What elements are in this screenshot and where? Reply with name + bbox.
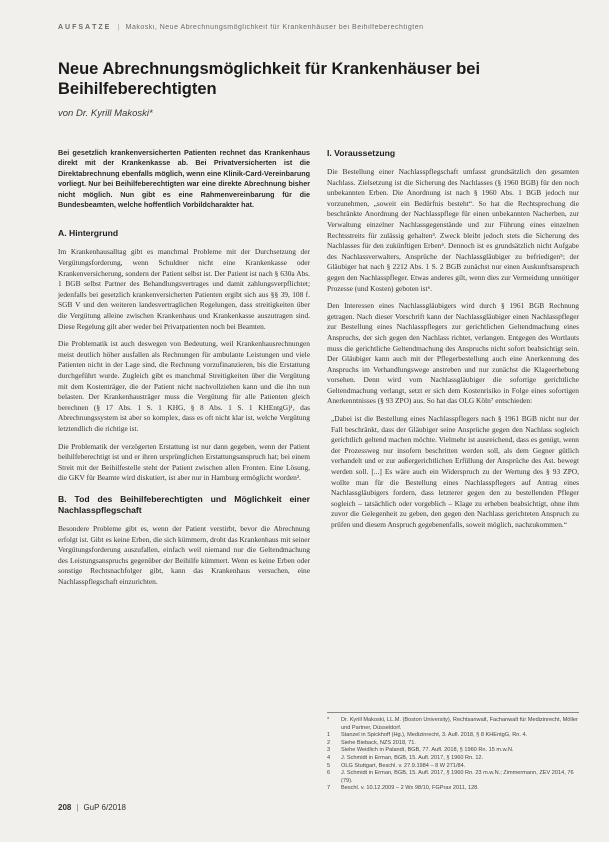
footnote: [327, 770, 579, 785]
section-heading-b: B. Tod des Beihilfeberechtigten und Möglichkeit einer Nachlasspflegschaft: [58, 493, 310, 515]
journal-issue: GuP 6/2018: [83, 803, 126, 812]
footer-divider: |: [76, 803, 79, 812]
footnote-number: 5: [327, 762, 331, 769]
article-byline: von Dr. Kyrill Makoski*: [58, 108, 153, 119]
footnote-number: 3: [327, 747, 331, 754]
left-column: [58, 148, 310, 594]
footnote: [327, 755, 579, 763]
footnote: [327, 747, 579, 755]
section-heading-i: I. Voraussetzung: [327, 148, 396, 158]
body-paragraph: Die Bestellung einer Nachlasspflegschaft umfasst grundsätzlich den gesamten Nachlass. Zielsetzung ist die Sicherung des Nachlasses (§ 1960 BGB) für den noch unbekannten Erben. Die Anordnung ist nach § 1960 Abs. 1 BGB jedoch nur vorzunehmen, „soweit ein Bedürfnis besteht“. So hat die Rechtsprechung die beschränkte Anordnung der Nachlasspflege für einen unbekannten Nacherben, zur Verwaltung einzelner Nachlassgegenstände und zur Führung eines einzelnen Rechtsstreits für zulässig gehalten³. Zweck bleibt jedoch stets die Sicherung des Nachlasses für den zukünftigen Erben⁴. Dennoch ist es grundsätzlich nicht Aufgabe des Nachlassverwalters, Ansprüche der Nachlassgläubiger zu befriedigen⁵; der Gläubiger hat nach § 2212 Abs. 1 S. 2 BGB zunächst nur einen Auskunftsanspruch gegen den Nachlasspfleger. Etwas anderes gilt, wenn dies zur Vermeidung unnötiger Prozesse (und Kosten) geboten ist⁶.: [327, 167, 579, 293]
body-paragraph: Besondere Probleme gibt es, wenn der Patient verstirbt, bevor die Abrechnung erfolgt ist. Gibt es keine Erben, die sich kümmern, droht das Krankenhaus mit seiner Vergütungsforderung auszufallen, einfach weil niemand nur die Geltendmachung des Leistungsanspruchs gegenüber der Beihilfe kümmert. Wenn es keine Erben oder sonstige Rechtsnachfolger gibt, kann das Krankenhaus versuchen, eine Nachlasspflegschaft einzurichten.: [58, 523, 310, 586]
block-quote: „Dabei ist die Bestellung eines Nachlasspflegers nach § 1961 BGB nicht nur der Fall beschränkt, dass der Gläubiger seine Ansprüche gegen den Nachlass sogleich gerichtlich geltend machen möchte. Vielmehr ist ausreichend, dass es genügt, wenn der Prozessweg nur insofern beschritten werden soll, als dem Gegner gütlich verhandelt und er zur außergerichtlichen Erfüllung der Ansprüche des Ast. bewegt werden soll. [...] Es wäre auch ein Widerspruch zu der Wertung des § 93 ZPO, wollte man für die Bestellung eines Nachlasspflegers auf Antrag eines Nachlassgläubigers fordern, dass letzterer gegen den zu bestellenden Pfleger sogleich – tatsächlich oder vorgeblich – Klage zu erheben beabsichtigt, ohne ihm zuvor die Gelegenheit zu geben, den gegen den Nachlass gerichteten Anspruch zu prüfen und diesem Anspruch gegebenenfalls, soweit möglich, nachzukommen.“: [331, 414, 579, 529]
footnote-text: J. Schmidt in Erman, BGB, 15. Aufl. 2017, § 1960 Rn. 12.: [341, 754, 484, 761]
body-paragraph: Die Problematik der verzögerten Erstattung ist nur dann gegeben, wenn der Patient beihilfeberechtigt ist und er ihren ursprünglichen Erstattungsanspruch hat; bei einem Streit mit der Beihilfestelle steht der Patient zwischen allen Fronten. Eine Lösung, die GKV für Beamte wird diskutiert, ist aber nur in Hamburg ermöglicht worden².: [58, 441, 310, 483]
footnote-text: Siehe Bieback, NZS 2018, 71.: [341, 739, 416, 746]
footnote: [327, 785, 579, 793]
running-head: [58, 24, 578, 31]
footnote-text: Dr. Kyrill Makoski, LL.M. (Boston University), Rechtsanwalt, Fachanwalt für Medizinrecht, Möller und Partner, Düsseldorf.: [341, 717, 578, 731]
footnote-text: OLG Stuttgart, Beschl. v. 27.9.1984 – 8 W 271/84.: [341, 762, 466, 769]
body-paragraph: Den Interessen eines Nachlassgläubigers wird durch § 1961 BGB Rechnung getragen. Nach dieser Vorschrift kann der Nachlassgläubiger einen Nachlasspfleger zur Bestellung eines Nachlasspflegers zur gerichtlichen Geltendmachung eines Anspruchs, der sich gegen den Nachlass richtet, verlangen. Entgegen des Wortlauts muss die gerichtliche Geltendmachung des Anspruchs nicht sofort beabsichtigt sein. Der Gläubiger kann auch mit der Pflegerbestellung auch eine Anerkennung des Anspruchs im Verhandlungswege anstreben und nur zunächst die Klageerhebung vorsehen. Denn wird vom Nachlassgläubiger die sofortige gerichtliche Geltendmachung verlangt, setzt er sich dem Kostenrisiko in Folge eines sofortigen Anerkenntnisses (§ 93 ZPO) aus. So hat das OLG Köln⁷ entschieden:: [327, 301, 579, 406]
right-column: [327, 148, 579, 538]
section-heading-a: A. Hintergrund: [58, 228, 119, 239]
footnote-number: 1: [327, 732, 331, 739]
footnote-number: 7: [327, 785, 331, 792]
footnotes: [327, 712, 579, 793]
footnote-text: Stanzel in Spickhoff (Hg.), Medizinrecht, 3. Aufl. 2018, § 8 KHEntgG, Rn. 4.: [341, 732, 528, 739]
body-paragraph: Im Krankenhausalltag gibt es manchmal Probleme mit der Durchsetzung der Vergütungsforderung, wenn Schuldner nicht eine Krankenkasse oder Krankenversicherung, sondern der Patient selbst ist. Der Patient ist nach § 630a Abs. 1 BGB selbst Partner des Behandlungsvertrages und damit zahlungsverpflichtet; jedenfalls bei gesetzlich krankenversicherten Patienten ergibt sich aus §§ 39, 108 f. SGB V und den weiteren landesvertraglichen Regelungen, dass streitigkeiten über die Vergütung alleine zwischen Krankenhaus und Krankenkasse auszutragen sind. Diese Regelung gilt aber weder bei Privatpatienten noch bei Beamten.: [58, 247, 310, 331]
footnote: [327, 717, 579, 732]
footnote-text: Siehe Weidlich in Palandt, BGB, 77. Aufl. 2018, § 1960 Rn. 15 m.w.N.: [341, 747, 514, 754]
footnote-number: 4: [327, 754, 331, 761]
article-abstract: Bei gesetzlich krankenversicherten Patienten rechnet das Krankenhaus direkt mit der Krankenkasse ab. Bei Privatversicherten ist die Direktabrechnung ebenfalls möglich, wenn eine Klinik-Card-Vereinbarung vorliegt. Nur bei Beihilfeberechtigten war eine direkte Abrechnung bisher nicht möglich. Nun gibt es eine Rahmenvereinbarung für die Bundesbeamten, welche hoffentlich Vorbildcharakter hat.: [58, 148, 310, 210]
footnote-number: 2: [327, 739, 331, 746]
footnote: [327, 732, 579, 740]
footnote: [327, 740, 579, 748]
footnote-number: 6: [327, 770, 331, 777]
running-head-section: AUFSÄTZE: [58, 24, 112, 31]
article-title: Neue Abrechnungsmöglichkeit für Krankenhäuser bei Beihilfeberechtigten: [58, 60, 481, 98]
footnote-text: J. Schmidt in Erman, BGB, 15. Aufl. 2017, § 1960 Rn. 23 m.w.N.; Zimmermann, ZEV 2014, 76 (79).: [341, 770, 574, 784]
footnote-text: Beschl. v. 10.12.2009 – 2 Wx 98/10, FGPrax 2011, 128.: [341, 785, 479, 792]
footnote: [327, 763, 579, 771]
running-head-divider: |: [117, 24, 120, 31]
page-number: 208: [58, 803, 72, 812]
footnote-number: *: [327, 717, 330, 723]
body-paragraph: Die Problematik ist auch deswegen von Bedeutung, weil Krankenhausrechnungen meist deutlich höher ausfallen als Rechnungen für ambulante Leistungen und viele Patienten nicht in der Lage sind, die Rechnung vorzufinanzieren, bis die Erstattung durchgeführt wurde. Zugleich gibt es manchmal Streitigkeiten über die Vergütung mit dem Kostenträger, die der Patient nicht nachvollziehen kann und die ihn nun belasten. Der Krankenhausträger muss die Vergütung für alle Patienten gleich berechnen (§ 17 Abs. 1 S. 1 KHG, § 8 Abs. 1 S. 1 KHEntgG)¹, das Abrechnungssystem ist aber so komplex, dass es oft nicht klar ist, welche Vergütung letztendlich die richtige ist.: [58, 339, 310, 433]
running-head-text: Makoski, Neue Abrechnungsmöglichkeit für Krankenhäuser bei Beihilfeberechtigten: [125, 24, 424, 31]
page-footer: [58, 803, 126, 812]
